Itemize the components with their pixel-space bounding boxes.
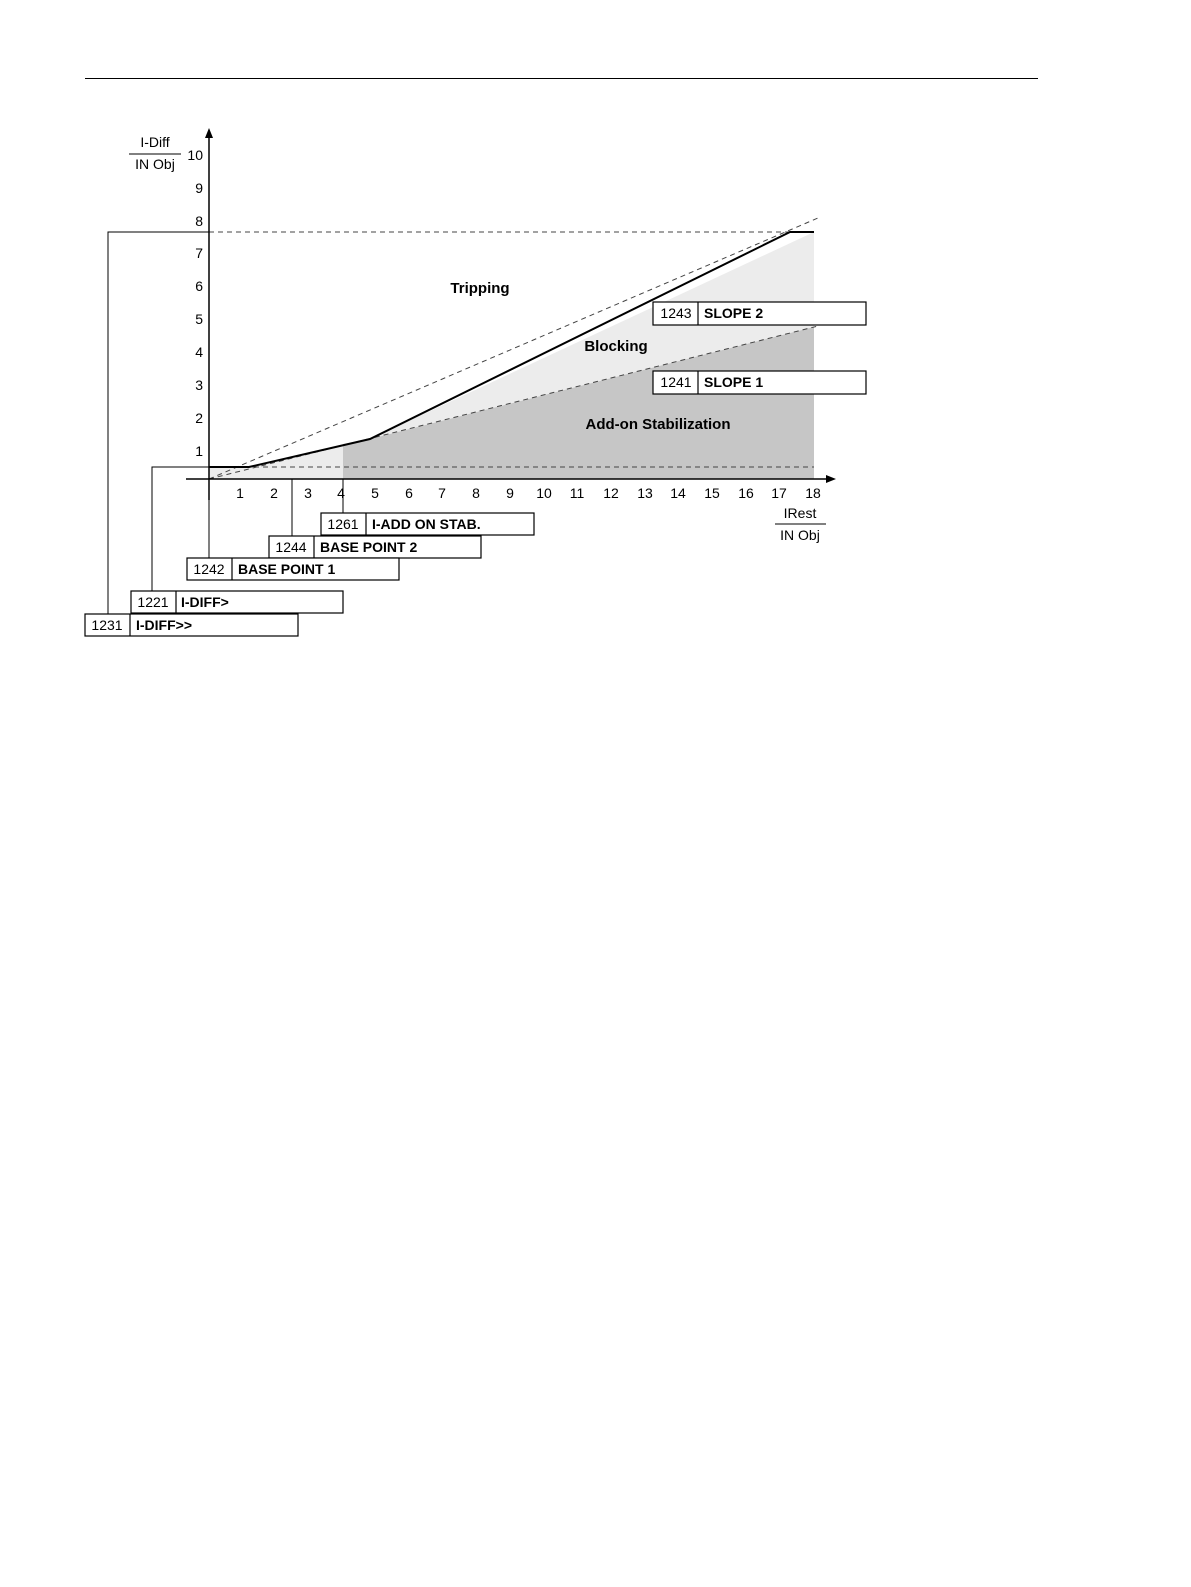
y-tick-label: 10 — [187, 147, 203, 163]
x-axis-label-numerator: IRest — [783, 505, 817, 521]
x-tick-label: 9 — [506, 485, 514, 501]
y-axis-ticks — [187, 147, 203, 459]
y-tick-label: 6 — [195, 278, 203, 294]
setting-box-slope2 — [653, 302, 866, 325]
x-tick-label: 11 — [569, 485, 585, 501]
x-tick-label: 1 — [236, 485, 244, 501]
add-on-stab-label: I-ADD ON STAB. — [372, 516, 481, 532]
i-diff-high-leader — [108, 232, 209, 614]
y-tick-label: 7 — [195, 245, 203, 261]
x-axis-label-denominator: IN Obj — [780, 527, 820, 543]
y-axis-label-denominator: IN Obj — [135, 156, 175, 172]
x-tick-label: 13 — [637, 485, 653, 501]
x-tick-label: 8 — [472, 485, 480, 501]
x-tick-label: 18 — [805, 485, 821, 501]
i-diff-low-label: I-DIFF> — [181, 594, 229, 610]
x-tick-label: 10 — [536, 485, 552, 501]
y-axis-label-numerator: I-Diff — [140, 134, 170, 150]
i-diff-high-label: I-DIFF>> — [136, 617, 193, 633]
x-tick-label: 14 — [670, 485, 686, 501]
x-tick-label: 2 — [270, 485, 278, 501]
y-tick-label: 8 — [195, 213, 203, 229]
slope1-code: 1241 — [660, 374, 692, 390]
slope2-label: SLOPE 2 — [704, 305, 764, 321]
y-tick-label: 9 — [195, 180, 203, 196]
x-tick-label: 7 — [438, 485, 446, 501]
y-tick-label: 2 — [195, 410, 203, 426]
slope2-code: 1243 — [660, 305, 692, 321]
x-tick-label: 4 — [337, 485, 345, 501]
tripping-region-label: Tripping — [450, 280, 510, 297]
x-tick-label: 3 — [304, 485, 312, 501]
base-point2-code: 1244 — [275, 539, 307, 555]
x-tick-label: 6 — [405, 485, 413, 501]
i-diff-low-code: 1221 — [137, 594, 169, 610]
add-on-stab-code: 1261 — [327, 516, 359, 532]
setting-box-slope1 — [653, 371, 866, 394]
x-tick-label: 17 — [771, 485, 787, 501]
y-tick-label: 3 — [195, 377, 203, 393]
setting-box-i-diff-low — [131, 591, 343, 613]
base-point1-code: 1242 — [193, 561, 225, 577]
y-tick-label: 4 — [195, 344, 203, 360]
setting-box-base-point1 — [187, 558, 399, 580]
y-tick-label: 5 — [195, 311, 203, 327]
x-axis-ticks — [236, 485, 821, 501]
setting-box-base-point2 — [269, 536, 481, 558]
blocking-region-label: Blocking — [584, 338, 648, 355]
setting-box-i-diff-high — [85, 614, 298, 636]
y-axis-arrow-icon — [205, 128, 213, 138]
base-point1-label: BASE POINT 1 — [238, 561, 336, 577]
x-tick-label: 12 — [603, 485, 619, 501]
x-tick-label: 16 — [738, 485, 754, 501]
slope1-label: SLOPE 1 — [704, 374, 764, 390]
x-tick-label: 5 — [371, 485, 379, 501]
i-diff-high-code: 1231 — [91, 617, 123, 633]
x-tick-label: 15 — [704, 485, 720, 501]
stabilization-region-label: Add-on Stabilization — [585, 416, 731, 433]
setting-box-add-on-stab — [321, 513, 534, 535]
y-tick-label: 1 — [195, 443, 203, 459]
base-point2-label: BASE POINT 2 — [320, 539, 418, 555]
x-axis-arrow-icon — [826, 475, 836, 483]
